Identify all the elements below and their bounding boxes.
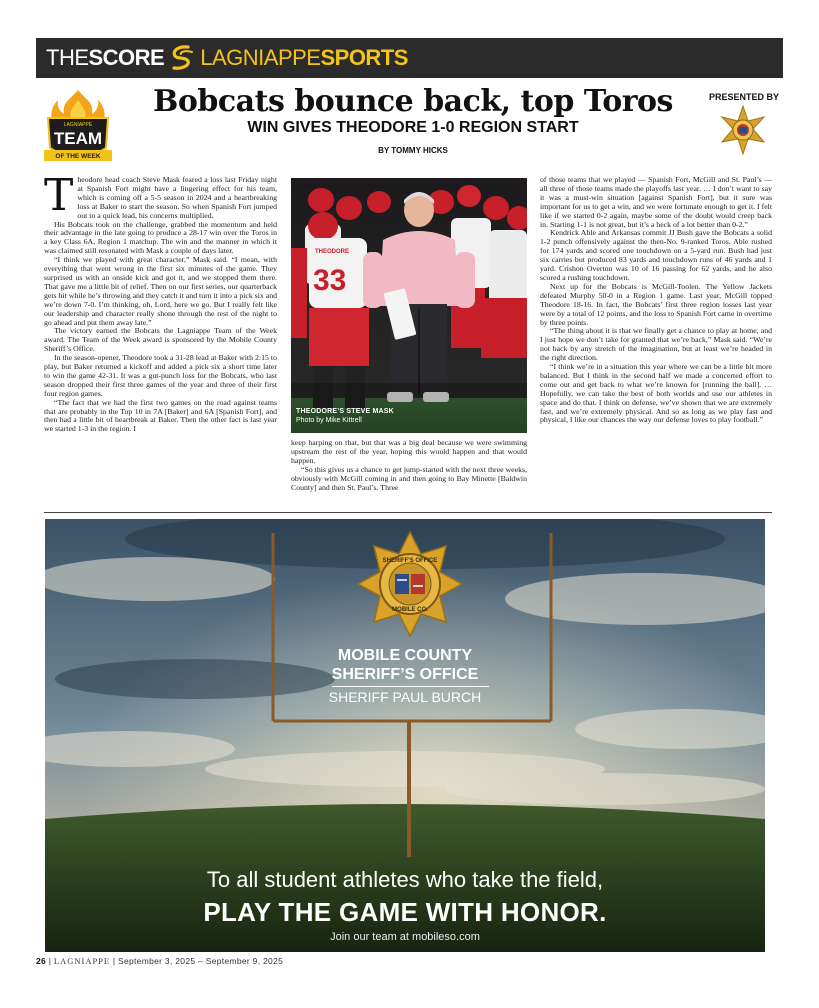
ad-title-underline bbox=[332, 686, 489, 687]
article-column-3 bbox=[540, 176, 772, 506]
drop-cap: T bbox=[44, 176, 74, 221]
badge-top-text: LAGNIAPPE bbox=[63, 122, 93, 128]
sheriff-star-icon bbox=[718, 104, 768, 156]
ad-tagline-2: PLAY THE GAME WITH HONOR. bbox=[203, 897, 607, 927]
article-photo bbox=[291, 178, 527, 433]
paragraph: Next up for the Bobcats is McGill-Toolen. The Yellow Jackets defeated Murphy 50-0 in a Region 1 game. Last year, McGill topped Theodore 18-16. In fact, the Bobcats’ first three region losses last year were by a total of 12 points, and the loss to Spanish Fort came in overtime by three points. bbox=[540, 281, 772, 327]
brand-lagniappe: LAGNIAPPE bbox=[200, 45, 321, 70]
page-footer bbox=[36, 956, 283, 966]
photo-credit: Photo by Mike Kittrell bbox=[296, 417, 362, 424]
publication-name: LAGNIAPPE bbox=[53, 956, 111, 966]
ad-title-line-3: SHERIFF PAUL BURCH bbox=[328, 689, 482, 705]
paragraph: heodore head coach Steve Mask feared a loss last Friday night at Spanish Fort might have a lingering effect for his team, which is coming off a 5-5 season in 2024 and a heartbreaking loss at Baker to start the season. So when Spanish Fort jumped out to a quick lead, his concerns multiplied. bbox=[77, 176, 277, 220]
seal-top-text: SHERIFF'S OFFICE bbox=[382, 558, 438, 564]
ad-website-link[interactable]: Join our team at mobileso.com bbox=[330, 931, 480, 943]
page-number: 26 bbox=[36, 956, 47, 966]
section-divider bbox=[44, 512, 772, 513]
coach-photo-illustration bbox=[291, 178, 527, 433]
sheriff-office-advertisement bbox=[45, 519, 765, 952]
paragraph: Kendrick Able and Arkansas commit JJ Bush gave the Bobcats a solid 1-2 punch offensively against the then-No. 9-ranked Toros. Able rushed for 174 yards and scored one touchdown on a 5-yard run. Bush had just six carries but produced 83 yards and touchdown runs of 46 yards and 1 yard. Crishon Overton was 10 of 16 passing for 62 yards, and he also scored a rushing touchdown. bbox=[540, 228, 772, 282]
article-column-2 bbox=[291, 439, 527, 505]
footer-separator: | bbox=[112, 956, 118, 966]
paragraph: His Bobcats took on the challenge, grabbed the momentum and held their advantage in the late going to produce a 28-17 win over the Toros in a key Class 6A, Region 1 matchup. The win and the manner in which it was claimed still resonated with Mask a couple of days later. bbox=[44, 219, 277, 256]
paragraph: The victory earned the Bobcats the Lagniappe Team of the Week award. The Team of the Week award is sponsored by the Mobile County Sheriff’s Office. bbox=[44, 326, 277, 354]
paragraph: “The thing about it is that we finally get a chance to play at home, and I just hope we don’t take for granted that we’re back,” Mask said. “We’re not back by any stretch of the imagination, but at least we’re headed in the right direction. bbox=[540, 326, 772, 363]
jersey-text: THEODORE bbox=[315, 249, 350, 255]
ad-title-line-1: MOBILE COUNTY bbox=[337, 647, 473, 664]
article-column-1 bbox=[44, 176, 277, 506]
paragraph: “The fact that we had the first two games on the road against teams that are probably in the Top 10 in 7A [Baker] and 6A [Spanish Fort], and then had a little bit of heartbreak at Baker. Then the other fact is last year we started 1-3 in the region. I bbox=[44, 397, 277, 434]
seal-bottom-text: MOBILE CO. bbox=[392, 607, 428, 613]
article-subhead: WIN GIVES THEODORE 1-0 REGION START bbox=[247, 119, 579, 136]
jersey-number: 33 bbox=[313, 264, 347, 297]
brand-sports: SPORTS bbox=[320, 45, 408, 70]
paragraph: of those teams that we played — Spanish Fort, McGill and St. Paul’s — all three of those teams made the playoffs last year. … I don’t want to say it was a must-win situation [against Spanish Fort], but it sure was important for us to get a win, and we were fortunate enough to get it. I felt like if we started 0-2 again, maybe some of the doubt would creep back in. Starting 1-1 is not great, but it’s a heck of a lot better than 0-2.” bbox=[540, 176, 772, 229]
photo-caption: THEODORE’S STEVE MASK bbox=[296, 408, 394, 415]
presented-by-label: PRESENTED BY bbox=[708, 92, 779, 102]
issue-dates: September 3, 2025 – September 9, 2025 bbox=[117, 956, 284, 966]
badge-bottom-text: OF THE WEEK bbox=[55, 153, 101, 160]
section-header-bar bbox=[36, 38, 783, 78]
article-byline: BY TOMMY HICKS bbox=[378, 146, 448, 155]
lagniappe-sports-logo bbox=[200, 45, 408, 71]
badge-team-text: TEAM bbox=[53, 129, 103, 148]
lagniappe-swirl-icon bbox=[168, 44, 196, 72]
ad-title-line-2: SHERIFF’S OFFICE bbox=[331, 666, 479, 683]
brand-score: SCORE bbox=[88, 45, 165, 70]
ad-tagline-1: To all student athletes who take the field, bbox=[206, 867, 604, 892]
brand-the: THE bbox=[46, 45, 89, 70]
footer-separator: | bbox=[48, 956, 54, 966]
paragraph: keep harping on that, but that was a big deal because we were swimming upstream the rest of the year, hoping this would happen and that would happen. bbox=[291, 439, 527, 465]
paragraph: “I think we’re in a situation this year where we can be a little bit more balanced. But I think in the second half we made a concerted effort to come out and get back to what we’re known for [running the ball]. … Hopefully, we can take the best of both worlds and use our athletes in space and do that. I think on defense, we’ve shown that we are extremely fast, and we’re extremely physical. And so as long as we play fast and physical, I like our chances the way our defense loves to play football.” bbox=[540, 362, 772, 425]
paragraph: “I think we played with great character,” Mask said. “I mean, with everything that went wrong in the first six minutes of the game. They surprised us with an onside kick and got it, and we stopped them there. That gave me a little bit of relief. Then on our first series, our quarterback gets hit while he’s throwing and they catch it and turn it into a pick six and we’re down 7-0. I’m thinking, oh, Lord, here we go. But I really felt like our leadership and character really shone through the rest of the night to go ahead and put them away late.” bbox=[44, 255, 277, 327]
paragraph: In the season-opener, Theodore took a 31-28 lead at Baker with 2:15 to play, but Baker returned a kickoff and added a pick six a short time later to win the game 42-31. It was a gut-punch loss for the Bobcats, who last season dropped their first three games of the year and three of their first four region games. bbox=[44, 353, 277, 398]
article-headline: Bobcats bounce back, top Toros bbox=[153, 84, 673, 119]
team-of-the-week-badge bbox=[40, 88, 116, 172]
the-score-logo bbox=[46, 45, 164, 71]
paragraph: “So this gives us a chance to get jump-started with the next three weeks, obviously with McGill coming in and then going to Bay Minette [Baldwin County] and then St. Paul’s. Three bbox=[291, 464, 527, 492]
